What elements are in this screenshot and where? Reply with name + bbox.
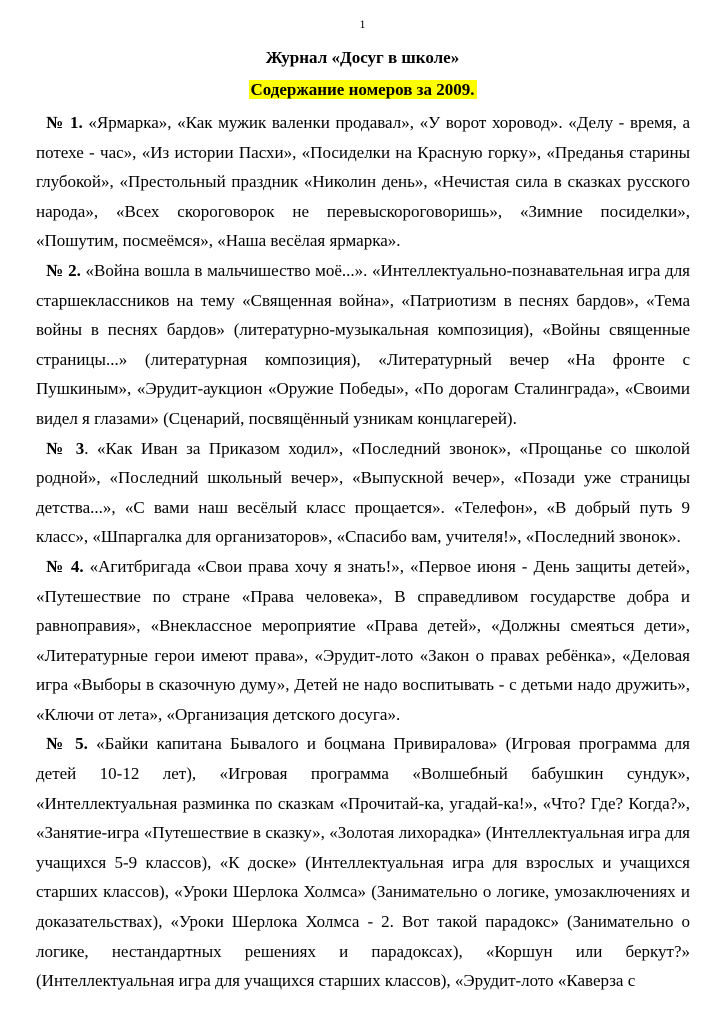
issue-text: «Байки капитана Бывалого и боцмана Привиралова» (Игровая программа для детей 10-12 лет), «Игровая программа «Волшебный бабушкин сундук», «Интеллектуальная разминка по сказкам «Прочитай-ка, угадай-ка!», «Что? Где? Когда?», «Занятие-игра «Путешествие в сказку», «Золотая лихорадка» (Интеллектуальная игра для учащихся 5-9 классов), «К доске» (Интеллектуальная игра для взрослых и учащихся старших классов), «Уроки Шерлока Холмса» (Занимательно о логике, умозаключениях и доказательствах), «Уроки Шерлока Холмса - 2. Вот такой парадокс» (Занимательно о логике, нестандартных решениях и парадоксах), «Коршун или беркут?» (Интеллектуальная игра для учащихся старших классов), «Эрудит-лото «Каверза с — [36, 734, 690, 991]
issue-number: № 3 — [46, 438, 85, 458]
issue-text: «Агитбригада «Свои права хочу я знать!», «Первое июня - День защиты детей», «Путешествие по стране «Права человека», В справедливом государстве добра и равноправия», «Внеклассное мероприятие «Права детей», «Должны смеяться дети», «Литературные герои имеют права», «Эрудит-лото «Закон о правах ребёнка», «Деловая игра «Выборы в сказочную думу», Детей не надо воспитывать - с детьми надо дружить», «Ключи от лета», «Организация детского досуга». — [36, 556, 690, 724]
issue-paragraph-5 — [36, 729, 690, 995]
highlighted-subtitle: Содержание номеров за 2009. — [250, 80, 475, 99]
subtitle-row — [0, 79, 725, 101]
issue-paragraph-2 — [36, 256, 690, 434]
issue-text: . «Как Иван за Приказом ходил», «Последний звонок», «Прощанье со школой родной», «Последний школьный вечер», «Выпускной вечер», «Позади уже страницы детства...», «С вами наш весёлый класс прощается». «Телефон», «В добрый путь 9 класс», «Шпаргалка для организаторов», «Спасибо вам, учителя!», «Последний звонок». — [36, 438, 690, 547]
issue-number: № 4. — [46, 556, 84, 576]
issue-text: «Война вошла в мальчишество моё...». «Интеллектуально-познавательная игра для старшеклассников на тему «Священная война», «Патриотизм в песнях бардов», «Тема войны в песнях бардов» (литературно-музыкальная композиция), «Войны священные страницы...» (литературная композиция), «Литературный вечер «На фронте с Пушкиным», «Эрудит-аукцион «Оружие Победы», «По дорогам Сталинграда», «Своими видел я глазами» (Сценарий, посвящённый узникам концлагерей). — [36, 260, 690, 428]
issues-list — [36, 108, 690, 996]
issue-number: № 2. — [46, 260, 81, 280]
page-number: 1 — [359, 17, 366, 31]
issue-text: «Ярмарка», «Как мужик валенки продавал», «У ворот хоровод». «Делу - время, а потехе - час», «Из истории Пасхи», «Посиделки на Красную горку», «Преданья старины глубокой», «Престольный праздник «Николин день», «Нечистая сила в сказках русского народа», «Всех скороговорок не перевыскороговоришь», «Зимние посиделки», «Пошутим, посмеёмся», «Наша весёлая ярмарка». — [36, 113, 690, 251]
issue-paragraph-4 — [36, 552, 690, 730]
document-title: Журнал «Досуг в школе» — [265, 48, 460, 67]
issue-number: № 5. — [46, 734, 88, 754]
issue-number: № 1. — [46, 113, 83, 132]
issue-paragraph-3 — [36, 434, 690, 552]
issue-paragraph-1 — [36, 108, 690, 256]
